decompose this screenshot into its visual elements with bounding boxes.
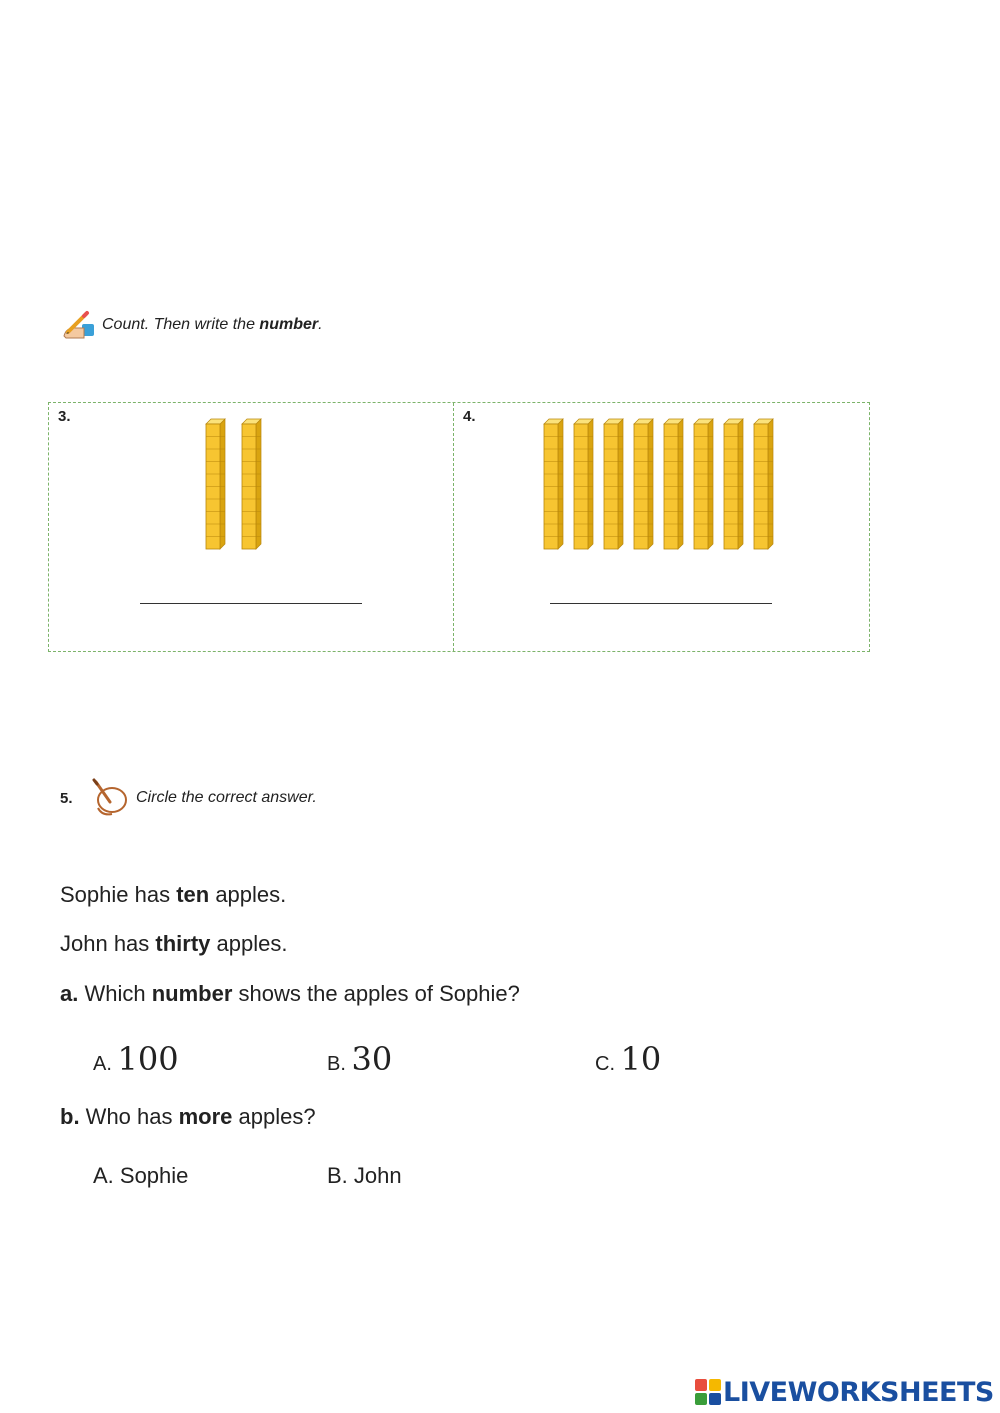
sentence-sophie: Sophie has ten apples. (60, 882, 287, 907)
ten-rod (634, 419, 653, 549)
ten-rod (206, 419, 225, 549)
ten-rod (724, 419, 743, 549)
question-5-label: 5. (60, 789, 73, 807)
option-john[interactable]: B. John (327, 1163, 402, 1188)
sentence-john: John has thirty apples. (60, 931, 288, 956)
instruction-count-write (60, 308, 323, 342)
option-a-100[interactable]: A. 100 (93, 1040, 179, 1078)
exercise-4-label: 4. (463, 408, 476, 425)
circle-pencil-icon (90, 778, 130, 818)
exercise-boxes (48, 402, 870, 652)
ten-rods-group-3 (204, 417, 274, 557)
ten-rod (694, 419, 713, 549)
ten-rod (544, 419, 563, 549)
exercise-4-box (454, 403, 869, 651)
exercise-3-answer-line[interactable] (140, 603, 362, 604)
liveworksheets-logo (695, 1374, 994, 1410)
ten-rods-group-4 (542, 417, 792, 557)
instruction-text: Count. Then write the number. (102, 316, 323, 333)
ten-rod (574, 419, 593, 549)
ten-rod (604, 419, 623, 549)
ten-rod (754, 419, 773, 549)
pencil-writing-icon (60, 310, 96, 340)
logo-mark-icon (695, 1379, 721, 1405)
exercise-3-label: 3. (58, 408, 71, 425)
exercise-3-box (49, 403, 454, 651)
option-sophie[interactable]: A. Sophie (93, 1163, 189, 1188)
exercise-4-answer-line[interactable] (550, 603, 772, 604)
question-5-text: Circle the correct answer. (136, 789, 317, 806)
question-b: b. Who has more apples? (60, 1104, 316, 1129)
option-b-30[interactable]: B. 30 (327, 1040, 393, 1078)
question-a: a. Which number shows the apples of Sophie? (60, 981, 520, 1006)
ten-rod (664, 419, 683, 549)
logo-text: LIVEWORKSHEETS (723, 1376, 994, 1408)
option-c-10[interactable]: C. 10 (595, 1040, 662, 1078)
ten-rod (242, 419, 261, 549)
question-5-header (60, 776, 317, 820)
